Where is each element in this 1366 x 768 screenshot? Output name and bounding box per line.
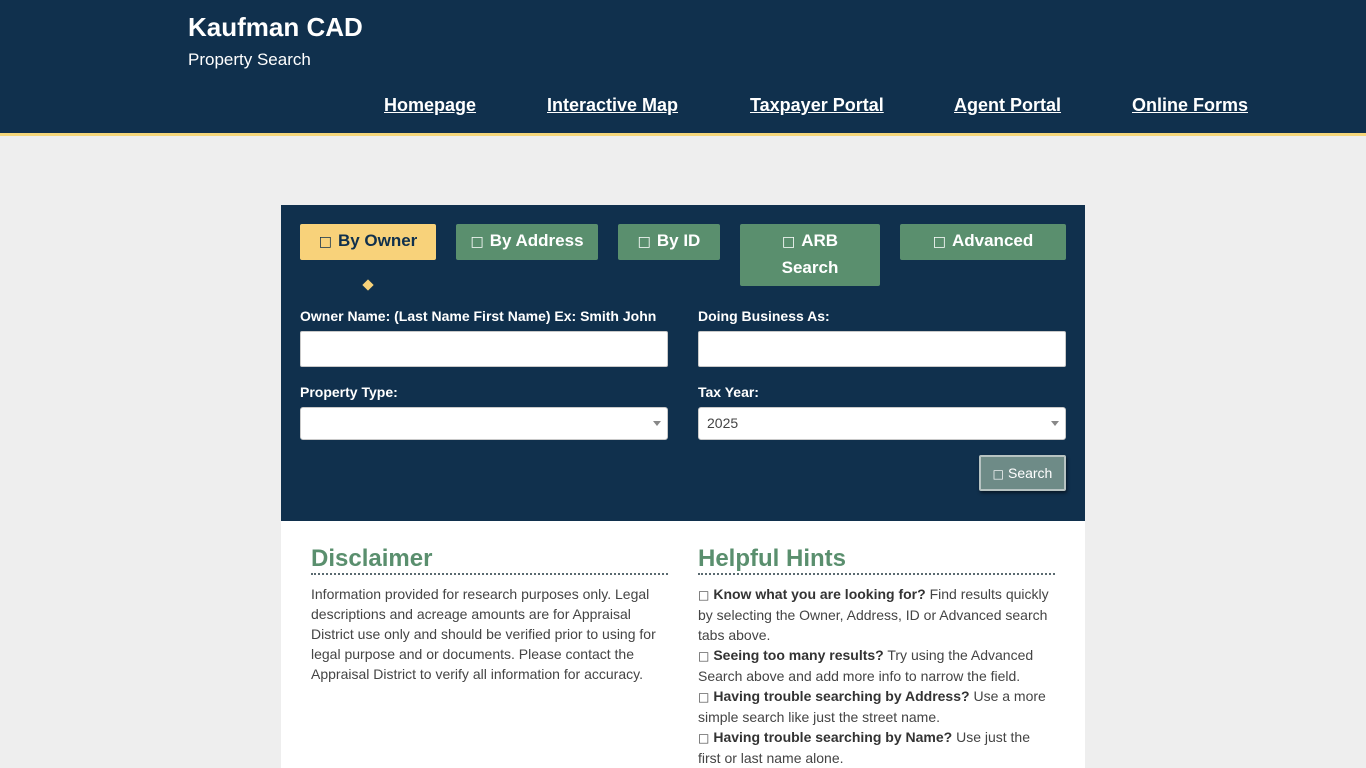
- tab-by-address[interactable]: [456, 224, 598, 260]
- map-marker-icon: □: [470, 234, 484, 250]
- nav-link-homepage[interactable]: Homepage: [384, 95, 477, 115]
- active-tab-indicator: [362, 279, 373, 290]
- site-subtitle: Property Search: [188, 50, 311, 69]
- nav-link-online-forms[interactable]: Online Forms: [1132, 95, 1249, 115]
- disclaimer-text: Information provided for research purposes only. Legal descriptions and acreage amounts are for Appraisal District use only and should be verified prior to using for legal purpose and or documents. Please contact the Appraisal District to verify all information for accuracy.: [311, 586, 656, 682]
- nav-link-agent-portal[interactable]: Agent Portal: [954, 95, 1062, 115]
- tax-year-select[interactable]: [698, 407, 1066, 440]
- hint-text: Find results quickly by selecting the Owner, Address, ID or Advanced search tabs above.: [698, 586, 1049, 643]
- disclaimer-title: Disclaimer: [311, 545, 668, 575]
- hint-text: Use a more simple search like just the street name.: [698, 688, 1046, 725]
- hint-item: [698, 645, 1055, 686]
- nav-link-taxpayer-portal[interactable]: Taxpayer Portal: [750, 95, 884, 115]
- owner-name-input[interactable]: [300, 331, 668, 367]
- chevron-down-icon: [1051, 421, 1059, 426]
- tab-label: By Address: [489, 231, 584, 250]
- check-icon: □: [698, 588, 710, 602]
- chevron-down-icon: [653, 421, 661, 426]
- hints-list: [698, 584, 1055, 768]
- tab-label: By Owner: [337, 231, 418, 250]
- check-icon: □: [698, 690, 710, 704]
- site-title: Kaufman CAD: [188, 12, 363, 42]
- hint-heading: Having trouble searching by Address?: [713, 688, 970, 704]
- hint-text: Use just the first or last name alone.: [698, 729, 1031, 766]
- check-icon: □: [698, 649, 710, 663]
- tax-year-value: 2025: [707, 415, 739, 431]
- main-nav: [0, 95, 1366, 119]
- dba-label: Doing Business As:: [698, 308, 830, 324]
- hint-item: [698, 727, 1055, 768]
- owner-name-label: Owner Name: (Last Name First Name) Ex: Smith John: [300, 308, 657, 324]
- tab-label: By ID: [656, 231, 701, 250]
- search-button[interactable]: [979, 455, 1066, 491]
- info-panel: [281, 521, 1085, 768]
- gavel-icon: □: [781, 234, 796, 250]
- tab-advanced[interactable]: [900, 224, 1066, 260]
- user-icon: □: [318, 234, 332, 250]
- check-icon: □: [698, 731, 710, 745]
- tab-by-owner[interactable]: [300, 224, 436, 260]
- site-header: [0, 0, 1366, 136]
- tax-year-label: Tax Year:: [698, 384, 759, 400]
- tab-by-id[interactable]: [618, 224, 720, 260]
- search-panel: [281, 205, 1085, 521]
- hint-item: [698, 584, 1055, 645]
- id-card-icon: □: [637, 234, 651, 250]
- hint-item: [698, 686, 1055, 727]
- hint-text: Try using the Advanced Search above and add more info to narrow the field.: [698, 647, 1034, 684]
- search-icon: □: [992, 467, 1004, 481]
- search-plus-icon: □: [932, 234, 946, 250]
- hint-heading: Having trouble searching by Name?: [713, 729, 953, 745]
- nav-link-interactive-map[interactable]: Interactive Map: [547, 95, 679, 115]
- dba-input[interactable]: [698, 331, 1066, 367]
- property-type-label: Property Type:: [300, 384, 398, 400]
- property-type-select[interactable]: [300, 407, 668, 440]
- hints-title: Helpful Hints: [698, 545, 1055, 575]
- tab-label: Advanced: [951, 231, 1034, 250]
- search-button-label: Search: [1007, 465, 1053, 481]
- tab-label-line1: ARB: [801, 231, 839, 250]
- tab-label-line2: Search: [781, 258, 839, 277]
- hint-heading: Know what you are looking for?: [713, 586, 926, 602]
- tab-arb-search[interactable]: [740, 224, 880, 286]
- hint-heading: Seeing too many results?: [713, 647, 884, 663]
